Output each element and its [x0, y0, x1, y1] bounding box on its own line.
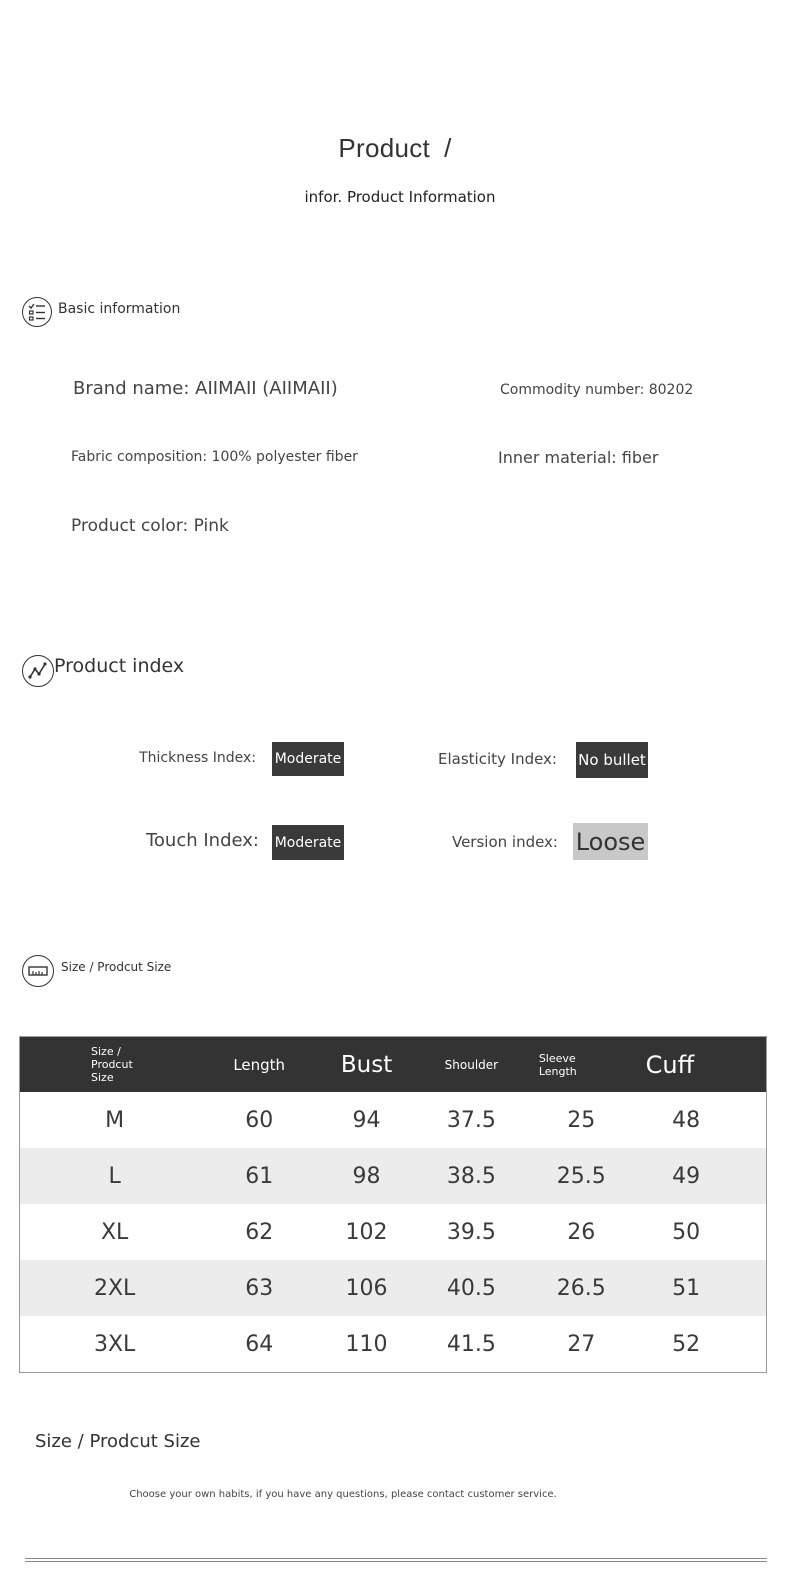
- cell-spacer: [729, 1316, 767, 1373]
- cell-length: 62: [245, 1219, 274, 1245]
- product-index-heading: Product index: [54, 655, 185, 677]
- cell-cuff: 51: [644, 1260, 729, 1316]
- cell-size: 3XL: [93, 1331, 136, 1357]
- cell-spacer: [729, 1092, 767, 1148]
- footer-note: Choose your own habits, if you have any questions, please contact customer service.: [129, 1489, 557, 1500]
- bottom-divider: [25, 1558, 767, 1562]
- elasticity-index-label: Elasticity Index:: [438, 750, 557, 768]
- cell-cuff: 52: [672, 1331, 701, 1357]
- version-index-value: Loose: [573, 823, 648, 860]
- touch-index-label: Touch Index:: [145, 830, 259, 851]
- brand-name: Brand name: AIIMAII (AIIMAII): [73, 378, 338, 399]
- cell-cuff: 50: [672, 1219, 701, 1245]
- cell-size: L: [20, 1148, 210, 1204]
- cell-cuff: 49: [644, 1148, 729, 1204]
- header-sleeve-line1: Sleeve: [538, 1051, 576, 1065]
- cell-bust: 110: [345, 1331, 388, 1357]
- header-spacer: [729, 1037, 767, 1093]
- cell-spacer: [729, 1260, 767, 1316]
- page-subtitle: infor. Product Information: [304, 188, 496, 206]
- elasticity-index-value: No bullet: [576, 742, 648, 778]
- page-title: [0, 133, 790, 164]
- touch-index-value: Moderate: [272, 825, 344, 860]
- thickness-index-value: Moderate: [272, 742, 344, 776]
- title-slash: /: [444, 133, 452, 163]
- product-color: Product color: Pink: [71, 516, 229, 536]
- cell-bust: 98: [309, 1148, 424, 1204]
- header-bust: Bust: [309, 1037, 424, 1093]
- cell-spacer: [729, 1148, 767, 1204]
- cell-cuff: 48: [672, 1107, 701, 1133]
- cell-size: M: [105, 1107, 125, 1133]
- cell-length: 64: [245, 1331, 274, 1357]
- cell-sleeve: 27: [567, 1331, 596, 1357]
- cell-shoulder: 40.5: [424, 1260, 519, 1316]
- trend-line-icon: [22, 655, 54, 687]
- cell-bust: 106: [309, 1260, 424, 1316]
- thickness-index-label: Thickness Index:: [139, 750, 256, 766]
- basic-info-heading: Basic information: [58, 301, 181, 317]
- version-index-label: Version index:: [451, 833, 558, 851]
- footer-size-heading: Size / Prodcut Size: [35, 1431, 201, 1452]
- table-row: [20, 1316, 767, 1373]
- cell-shoulder: 37.5: [446, 1107, 496, 1133]
- cell-spacer: [729, 1204, 767, 1260]
- header-sleeve-line2: Length: [538, 1064, 577, 1078]
- cell-shoulder: 39.5: [446, 1219, 496, 1245]
- table-row: [20, 1260, 767, 1316]
- cell-length: 61: [209, 1148, 309, 1204]
- header-size: [20, 1037, 210, 1093]
- title-text: Product: [338, 133, 431, 163]
- size-table: [19, 1036, 767, 1373]
- header-cuff: Cuff: [644, 1037, 729, 1093]
- cell-sleeve: 26.5: [519, 1260, 644, 1316]
- cell-shoulder: 41.5: [446, 1331, 496, 1357]
- commodity-number: Commodity number: 80202: [500, 382, 694, 398]
- cell-sleeve: 26: [567, 1219, 596, 1245]
- checklist-icon: [22, 297, 52, 327]
- cell-length: 60: [245, 1107, 274, 1133]
- header-length: Length: [209, 1037, 309, 1093]
- inner-material: Inner material: fiber: [498, 448, 659, 467]
- cell-shoulder: 38.5: [424, 1148, 519, 1204]
- fabric-composition: Fabric composition: 100% polyester fiber: [71, 449, 358, 465]
- cell-size: XL: [100, 1219, 129, 1245]
- header-sleeve-length: [519, 1037, 644, 1093]
- size-table-header-row: [20, 1037, 767, 1093]
- ruler-icon: [22, 955, 54, 987]
- cell-bust: 94: [352, 1107, 381, 1133]
- cell-size: 2XL: [20, 1260, 210, 1316]
- table-row: [20, 1148, 767, 1204]
- table-row: [20, 1092, 767, 1148]
- cell-length: 63: [209, 1260, 309, 1316]
- header-size-line3: Size: [91, 1071, 114, 1084]
- cell-sleeve: 25.5: [519, 1148, 644, 1204]
- header-shoulder: Shoulder: [424, 1037, 519, 1093]
- table-row: [20, 1204, 767, 1260]
- header-size-line2: Prodcut: [91, 1058, 133, 1071]
- cell-sleeve: 25: [567, 1107, 596, 1133]
- header-size-line1: Size /: [91, 1045, 121, 1058]
- size-section-heading: Size / Prodcut Size: [61, 960, 172, 974]
- cell-bust: 102: [345, 1219, 388, 1245]
